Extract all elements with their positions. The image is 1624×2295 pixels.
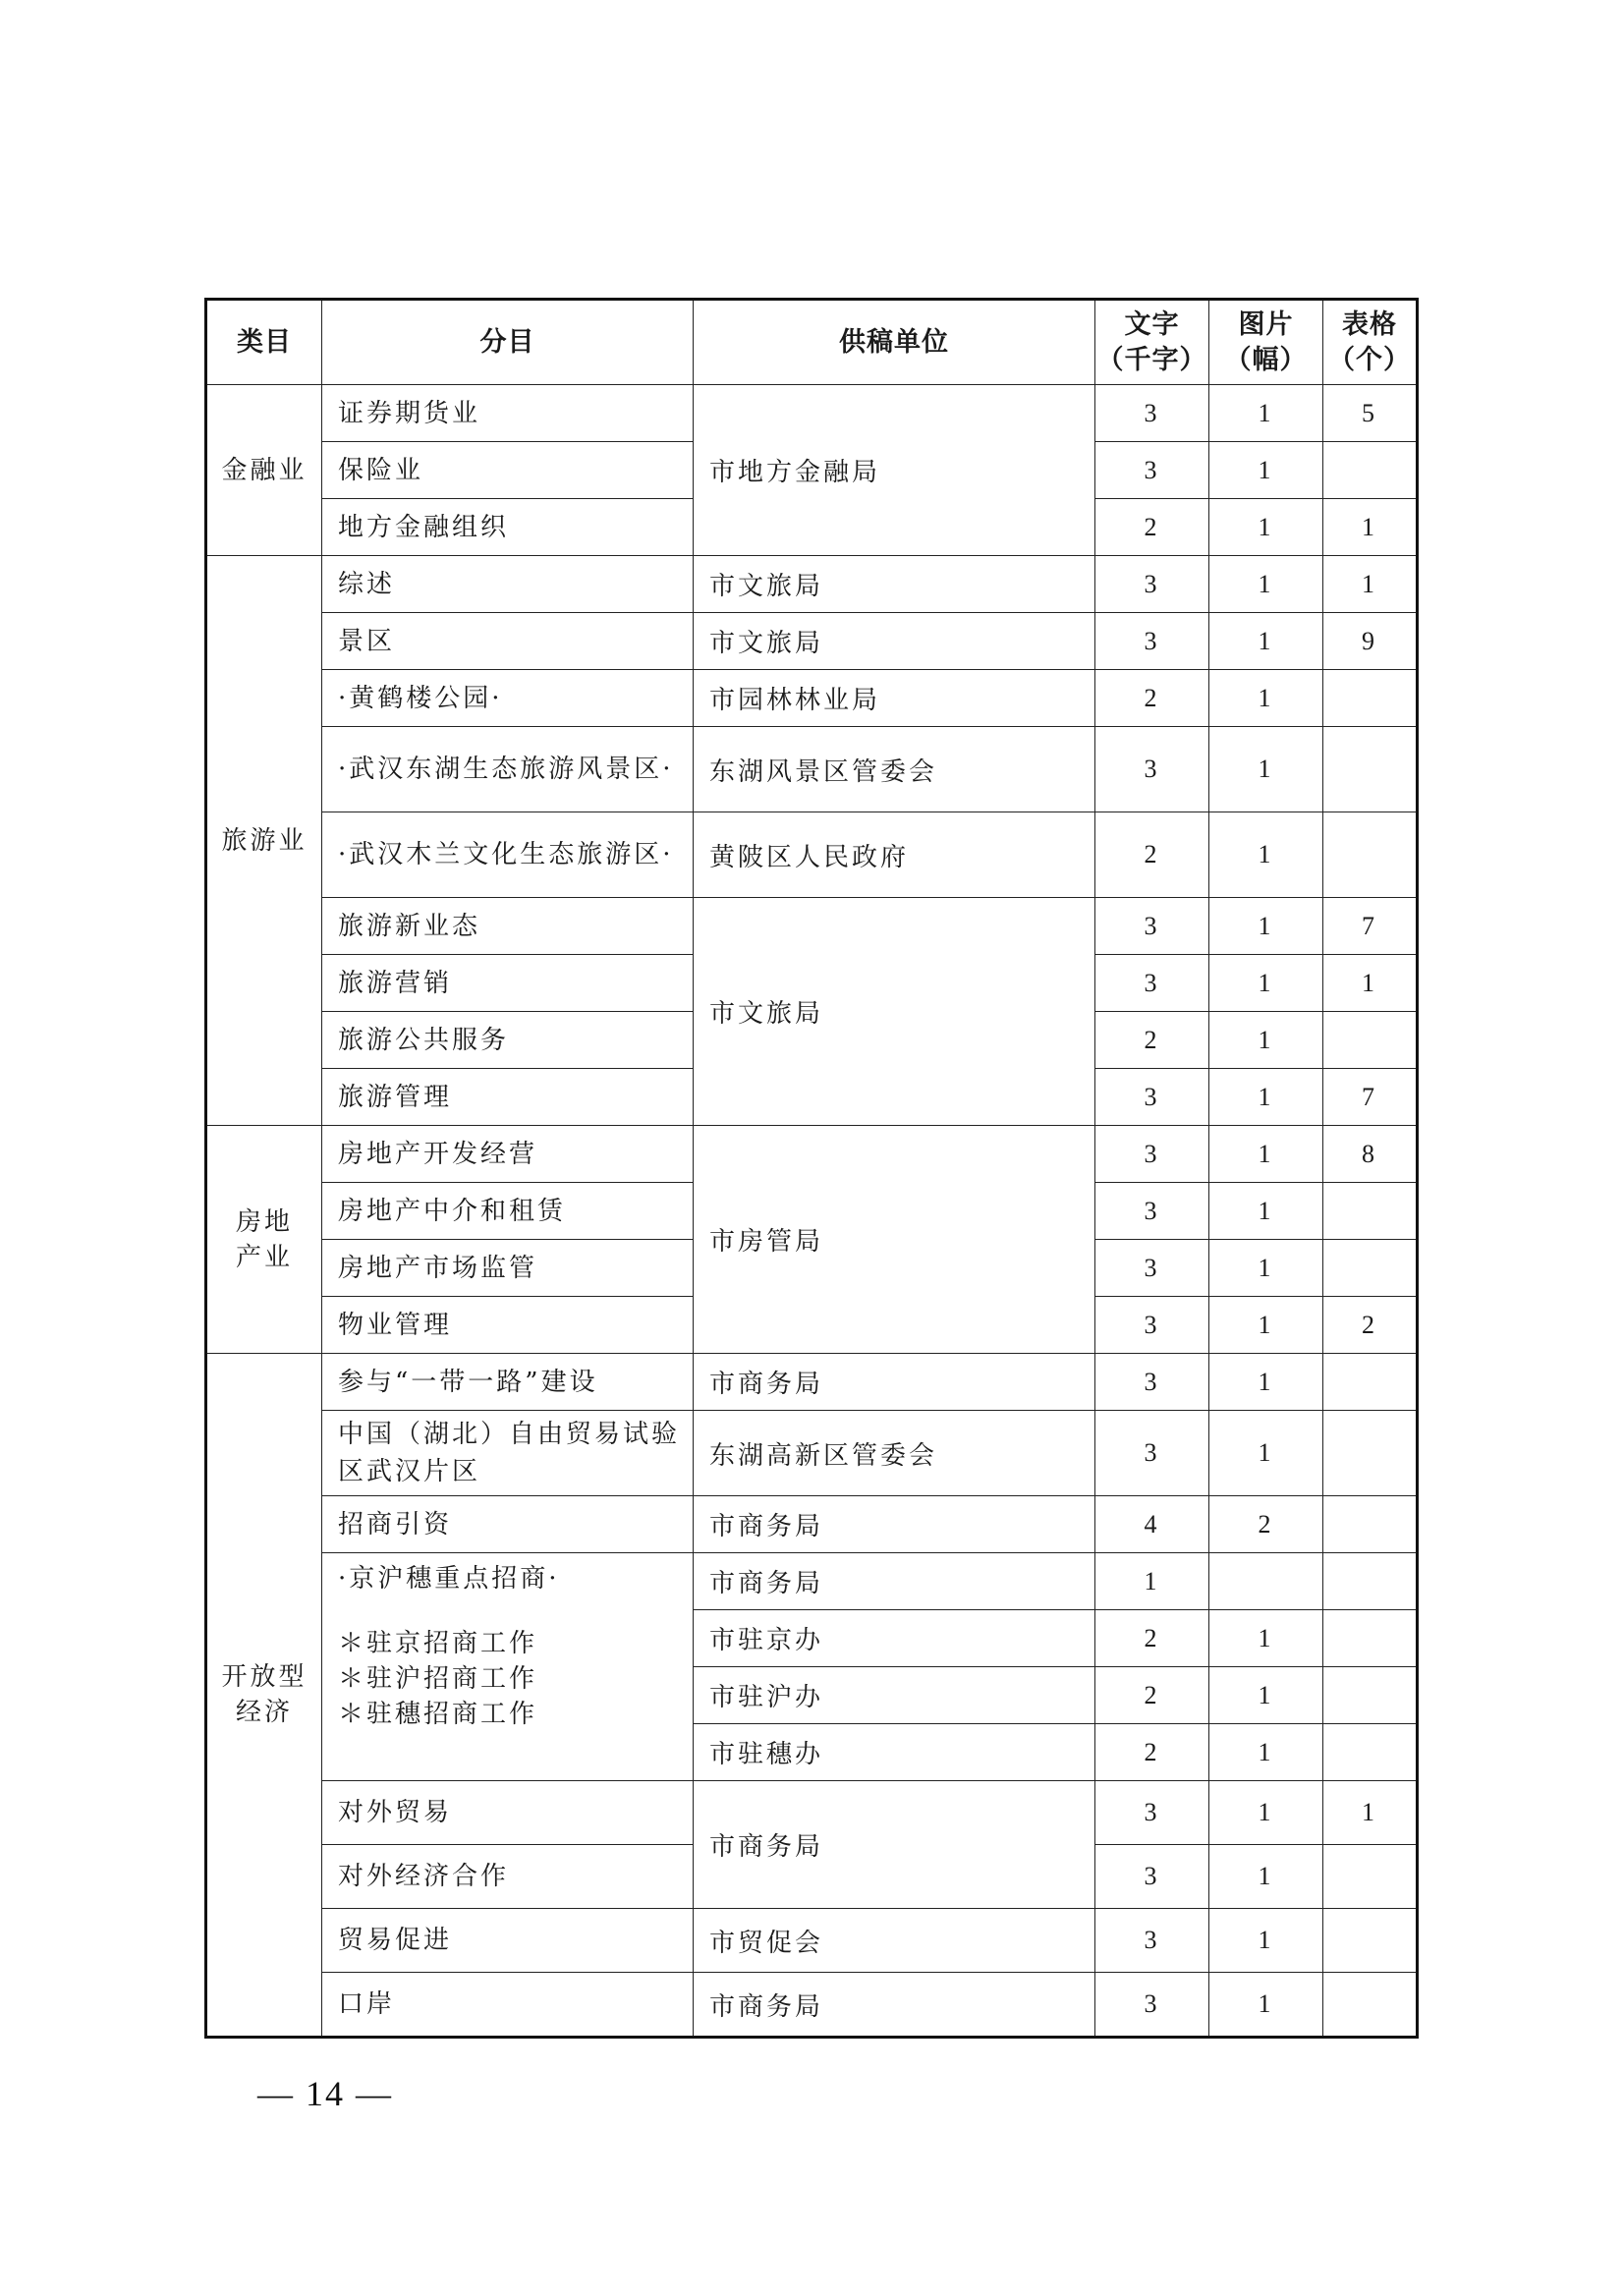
table-count-cell [1323, 812, 1418, 898]
unit-cell: 市商务局 [694, 1973, 1095, 2038]
unit-cell: 市文旅局 [694, 556, 1095, 613]
header-subcategory: 分目 [322, 300, 694, 385]
subcategory-cell: 对外经济合作 [322, 1845, 694, 1909]
unit-cell: 市驻京办 [694, 1610, 1095, 1667]
table-count-cell: 7 [1323, 1069, 1418, 1126]
header-images-line1: 图片 [1238, 308, 1294, 340]
unit-cell: 市商务局 [694, 1781, 1095, 1909]
text-count-cell: 2 [1095, 1012, 1209, 1069]
table-header-row [206, 300, 1418, 385]
table-count-cell: 9 [1323, 613, 1418, 670]
table-row [206, 1126, 1418, 1183]
table-row [206, 1411, 1418, 1496]
category-cell-realestate [206, 1126, 322, 1354]
image-count-cell: 1 [1209, 812, 1323, 898]
subcategory-cell: ·黄鹤楼公园· [322, 670, 694, 727]
text-count-cell: 3 [1095, 1126, 1209, 1183]
subcategory-cell: 证券期货业 [322, 385, 694, 442]
table-count-cell [1323, 1496, 1418, 1553]
table-count-cell [1323, 727, 1418, 812]
text-count-cell: 3 [1095, 556, 1209, 613]
unit-cell: 东湖高新区管委会 [694, 1411, 1095, 1496]
subcategory-cell: 参与“一带一路”建设 [322, 1354, 694, 1411]
table-count-cell [1323, 1667, 1418, 1724]
header-text-line1: 文字 [1124, 308, 1180, 340]
table-count-cell [1323, 1973, 1418, 2038]
table-row [206, 613, 1418, 670]
text-count-cell: 3 [1095, 1845, 1209, 1909]
subcategory-cell: 物业管理 [322, 1297, 694, 1354]
unit-cell: 市贸促会 [694, 1909, 1095, 1973]
image-count-cell: 1 [1209, 670, 1323, 727]
text-count-cell: 3 [1095, 442, 1209, 499]
subcategory-cell: 旅游新业态 [322, 898, 694, 955]
text-count-cell: 2 [1095, 812, 1209, 898]
header-unit: 供稿单位 [694, 300, 1095, 385]
image-count-cell: 1 [1209, 613, 1323, 670]
subcategory-cell: 旅游管理 [322, 1069, 694, 1126]
unit-cell: 市商务局 [694, 1496, 1095, 1553]
text-count-cell: 3 [1095, 613, 1209, 670]
table-count-cell: 1 [1323, 955, 1418, 1012]
text-count-cell: 3 [1095, 1973, 1209, 2038]
subcategory-cell: 地方金融组织 [322, 499, 694, 556]
unit-cell: 市驻穗办 [694, 1724, 1095, 1781]
list-item: ＊驻沪招商工作 [338, 1664, 538, 1694]
table-count-cell: 2 [1323, 1297, 1418, 1354]
table-row [206, 385, 1418, 442]
table-count-cell: 5 [1323, 385, 1418, 442]
table-row [206, 1973, 1418, 2038]
text-count-cell: 3 [1095, 1297, 1209, 1354]
table-row [206, 727, 1418, 812]
table-count-cell: 1 [1323, 499, 1418, 556]
table-count-cell [1323, 1240, 1418, 1297]
subcategory-cell: 保险业 [322, 442, 694, 499]
table-count-cell [1323, 1845, 1418, 1909]
table-count-cell [1323, 1610, 1418, 1667]
text-count-cell: 2 [1095, 1610, 1209, 1667]
subcategory-cell: 旅游公共服务 [322, 1012, 694, 1069]
image-count-cell: 1 [1209, 955, 1323, 1012]
text-count-cell: 3 [1095, 727, 1209, 812]
image-count-cell: 1 [1209, 898, 1323, 955]
image-count-cell: 1 [1209, 556, 1323, 613]
contribution-table [204, 298, 1419, 2039]
table-count-cell [1323, 1724, 1418, 1781]
category-cell-finance: 金融业 [206, 385, 322, 556]
subcategory-cell: 口岸 [322, 1973, 694, 2038]
image-count-cell: 1 [1209, 1845, 1323, 1909]
subcategory-cell: 中国（湖北）自由贸易试验区武汉片区 [322, 1411, 694, 1496]
header-tables-line1: 表格 [1342, 308, 1397, 340]
subcategory-cell: 对外贸易 [322, 1781, 694, 1845]
image-count-cell: 1 [1209, 1297, 1323, 1354]
category-cell-open-economy [206, 1354, 322, 2038]
subcategory-cell: 综述 [322, 556, 694, 613]
table-row [206, 1354, 1418, 1411]
unit-cell: 市地方金融局 [694, 385, 1095, 556]
header-tables-line2: （个） [1328, 344, 1411, 375]
subcategory-cell: 景区 [322, 613, 694, 670]
header-category: 类目 [206, 300, 322, 385]
image-count-cell: 1 [1209, 385, 1323, 442]
table-count-cell [1323, 1354, 1418, 1411]
table-count-cell [1323, 1183, 1418, 1240]
image-count-cell: 1 [1209, 1781, 1323, 1845]
table-count-cell: 8 [1323, 1126, 1418, 1183]
image-count-cell: 1 [1209, 1183, 1323, 1240]
image-count-cell: 1 [1209, 442, 1323, 499]
table-count-cell [1323, 442, 1418, 499]
table-count-cell [1323, 1012, 1418, 1069]
text-count-cell: 3 [1095, 1183, 1209, 1240]
header-text-count [1095, 300, 1209, 385]
subcategory-cell: 房地产开发经营 [322, 1126, 694, 1183]
text-count-cell: 3 [1095, 1354, 1209, 1411]
category-cell-tourism: 旅游业 [206, 556, 322, 1126]
subcategory-cell: ·武汉东湖生态旅游风景区· [322, 727, 694, 812]
unit-cell: 黄陂区人民政府 [694, 812, 1095, 898]
subcategory-cell: ·武汉木兰文化生态旅游区· [322, 812, 694, 898]
table-row [206, 1909, 1418, 1973]
unit-cell: 市商务局 [694, 1553, 1095, 1610]
list-item: ＊驻京招商工作 [338, 1629, 538, 1658]
table-row [206, 812, 1418, 898]
key-regions-title: ·京沪穗重点招商· [338, 1564, 560, 1594]
text-count-cell: 1 [1095, 1553, 1209, 1610]
subcategory-cell-key-regions [322, 1553, 694, 1781]
image-count-cell [1209, 1553, 1323, 1610]
category-line: 产业 [235, 1242, 293, 1272]
table-row [206, 1553, 1418, 1610]
page-number: — 14 — [257, 2074, 393, 2113]
image-count-cell: 2 [1209, 1496, 1323, 1553]
text-count-cell: 3 [1095, 385, 1209, 442]
text-count-cell: 2 [1095, 1667, 1209, 1724]
image-count-cell: 1 [1209, 1909, 1323, 1973]
subcategory-cell: 旅游营销 [322, 955, 694, 1012]
table-count-cell [1323, 1553, 1418, 1610]
category-line: 开放型 [221, 1662, 308, 1692]
unit-cell: 市房管局 [694, 1126, 1095, 1354]
text-count-cell: 3 [1095, 1240, 1209, 1297]
unit-cell: 市驻沪办 [694, 1667, 1095, 1724]
image-count-cell: 1 [1209, 1973, 1323, 2038]
text-count-cell: 3 [1095, 955, 1209, 1012]
unit-cell: 市文旅局 [694, 613, 1095, 670]
subcategory-cell: 贸易促进 [322, 1909, 694, 1973]
category-line: 房地 [235, 1206, 293, 1237]
image-count-cell: 1 [1209, 1354, 1323, 1411]
unit-cell: 市园林林业局 [694, 670, 1095, 727]
text-count-cell: 3 [1095, 1781, 1209, 1845]
table-count-cell [1323, 1411, 1418, 1496]
image-count-cell: 1 [1209, 1724, 1323, 1781]
table-row [206, 1781, 1418, 1845]
image-count-cell: 1 [1209, 1126, 1323, 1183]
table-count-cell [1323, 670, 1418, 727]
text-count-cell: 3 [1095, 1411, 1209, 1496]
subcategory-cell: 招商引资 [322, 1496, 694, 1553]
header-images-line2: （幅） [1224, 344, 1308, 375]
unit-cell: 市文旅局 [694, 898, 1095, 1126]
image-count-cell: 1 [1209, 1069, 1323, 1126]
table-row [206, 556, 1418, 613]
unit-cell: 东湖风景区管委会 [694, 727, 1095, 812]
table-count-cell [1323, 1909, 1418, 1973]
text-count-cell: 3 [1095, 1069, 1209, 1126]
table-row [206, 1496, 1418, 1553]
text-count-cell: 3 [1095, 1909, 1209, 1973]
unit-cell: 市商务局 [694, 1354, 1095, 1411]
table-row [206, 898, 1418, 955]
category-line: 经济 [235, 1698, 293, 1727]
image-count-cell: 1 [1209, 1012, 1323, 1069]
image-count-cell: 1 [1209, 1240, 1323, 1297]
image-count-cell: 1 [1209, 1610, 1323, 1667]
list-item: ＊驻穗招商工作 [338, 1700, 538, 1729]
table-count-cell: 1 [1323, 556, 1418, 613]
table-row [206, 670, 1418, 727]
image-count-cell: 1 [1209, 1667, 1323, 1724]
image-count-cell: 1 [1209, 1411, 1323, 1496]
image-count-cell: 1 [1209, 499, 1323, 556]
text-count-cell: 2 [1095, 1724, 1209, 1781]
subcategory-cell: 房地产市场监管 [322, 1240, 694, 1297]
text-count-cell: 2 [1095, 670, 1209, 727]
text-count-cell: 4 [1095, 1496, 1209, 1553]
header-image-count [1209, 300, 1323, 385]
subcategory-cell: 房地产中介和租赁 [322, 1183, 694, 1240]
key-regions-list [338, 1561, 683, 1732]
text-count-cell: 2 [1095, 499, 1209, 556]
image-count-cell: 1 [1209, 727, 1323, 812]
table-count-cell: 1 [1323, 1781, 1418, 1845]
table-count-cell: 7 [1323, 898, 1418, 955]
header-table-count [1323, 300, 1418, 385]
text-count-cell: 3 [1095, 898, 1209, 955]
header-text-line2: （千字） [1096, 344, 1207, 375]
